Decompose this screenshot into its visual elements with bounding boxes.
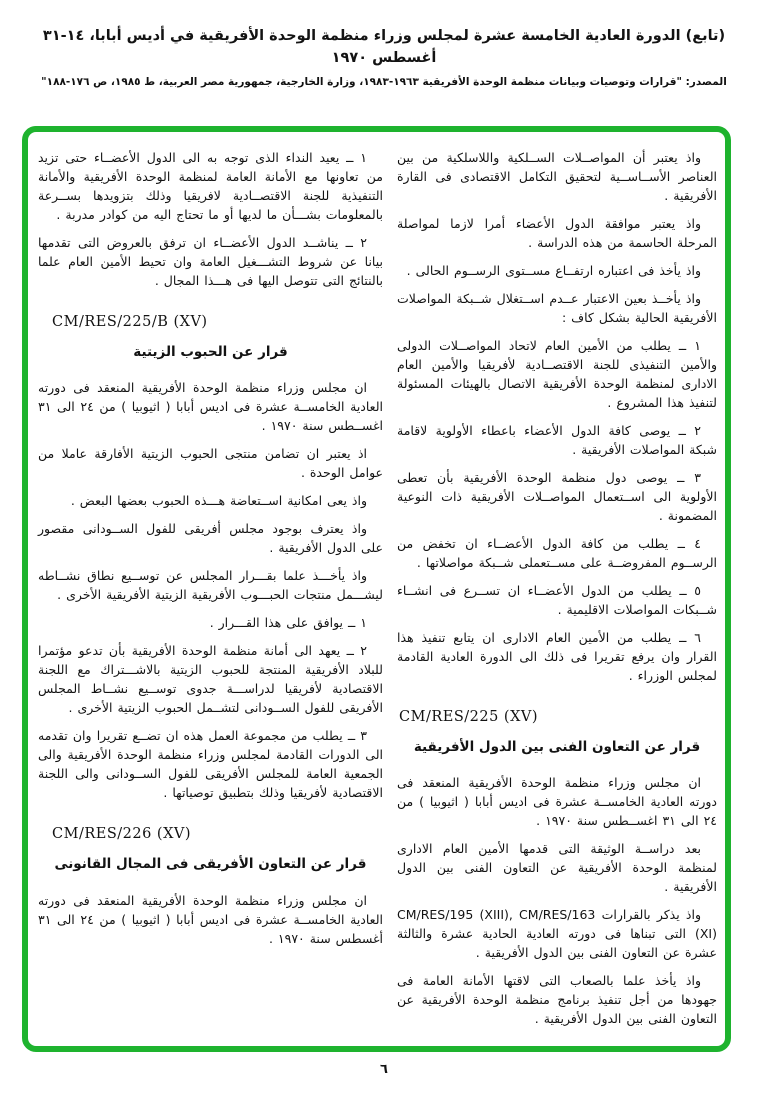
paragraph: ١ ــ يطلب من الأمين العام لاتحاد المواصــلات الدولى والأمين التنفيذى للجنة الاقتصــادية لأفريقيا والأمين العام الادارى لمنظمة الوحدة الأفريقية الاتصال بالهيئات المسئولة لتنفيذ هذا المشروع . — [397, 338, 717, 410]
source-citation: المصدر: "قرارات وتوصيات وبيانات منظمة الوحدة الأفريقية ١٩٦٣-١٩٨٣، وزارة الخارجية، جمهورية مصر العربية، ط ١٩٨٥، ص ١٧٦-١٨٨" — [41, 75, 727, 88]
paragraph: واذ يعى امكانية اســتعاضة هـــذه الحبوب بعضها البعض . — [70, 493, 367, 509]
document-frame — [22, 126, 731, 1052]
paragraph: ١ ــ يوافق على هذا القـــرار . — [209, 615, 367, 631]
paragraph: واذ يعتبر موافقة الدول الأعضاء أمرا لازما لمواصلة المرحلة الحاسمة من هذه الدراسة . — [397, 216, 717, 250]
paragraph: ان مجلس وزراء منظمة الوحدة الأفريقية المنعقد فى دورته العادية الخامســة عشرة فى اديس أبابا ( اثيوبيا ) من ٢٤ الى ٣١ اغســطس سنة ١٩٧٠ . — [38, 380, 383, 434]
paragraph: ٢ ــ يوصى كافة الدول الأعضاء باعطاء الأولوية لاقامة شبكة المواصلات الأفريقية . — [397, 423, 717, 457]
session-title: (تابع) الدورة العادية الخامسة عشرة لمجلس وزراء منظمة الوحدة الأفريقية في أديس أبابا، ١٤-٣١ أغسطس ١٩٧٠ — [42, 28, 726, 66]
paragraph: ٢ ــ يناشــد الدول الأعضــاء ان ترفق بالعروض التى تقدمها بيانا عن شروط التشـــغيل العامة وان تحيط الأمين العام علما بالنتائج التى تتوصل اليها فى هـــذا المجال . — [38, 235, 383, 288]
paragraph: ان مجلس وزراء منظمة الوحدة الأفريقية المنعقد فى دورته العادية الخامســة عشرة فى اديس أبابا ( اثيوبيا ) من ٢٤ الى ٣١ اغســطس سنة ١٩٧٠ . — [397, 775, 717, 829]
paragraph: واذ يأخـــذ علما بقـــرار المجلس عن توســيع نطاق نشــاطه ليشـــمل منتجات الحبـــوب الأفريقية الزيتية الأفريقية الأخرى . — [38, 568, 383, 603]
paragraph: ٢ ــ يعهد الى أمانة منظمة الوحدة الأفريقية بأن تدعو مؤتمرا للبلاد الأفريقية المنتجة للحبوب الزيتية بالاشـــتراك مع اللجنة الاقتصادية لأفريقيا لدراســـة جدوى توســيع نشــاط المجلس الأفريقى للفول الســودانى لتشــمل الحبوب الزيتية الأخرى . — [38, 643, 383, 716]
paragraph: ان مجلس وزراء منظمة الوحدة الأفريقية المنعقد فى دورته العادية الخامســة عشرة فى اديس أبابا ( اثيوبيا ) من ٢٤ الى ٣١ أغسطس سنة ١٩٧٠ . — [38, 892, 383, 946]
paragraph: ٣ ــ يوصى دول منظمة الوحدة الأفريقية بأن تعطى الأولوية الى اســتعمال المواصــلات الأفريقية ذات النوعية المضمونة . — [397, 470, 717, 523]
paragraph: ١ ــ يعيد النداء الذى توجه به الى الدول الأعضــاء حتى تزيد من تعاونها مع الأمانة العامة لمنظمة الوحدة الأفريقية والأمانة التنفيذية للجنة الاقتصــادية لافريقيا وذلك بتزويدها بســرعة بالمعلومات بشـــأن ما لديها أو ما تحتاج اليه من كوادر مدربة . — [38, 150, 383, 222]
paragraph: واذ يأخذ علما بالصعاب التى لاقتها الأمانة العامة فى جهودها من أجل تنفيذ برنامج منظمة الوحدة الأفريقية عن التعاون الفنى بين الدول الأفريقية . — [397, 973, 717, 1027]
resolution-title: قرار عن الحبوب الزيتية — [133, 344, 288, 360]
paragraph: ٦ ــ يطلب من الأمين العام الادارى ان يتابع تنفيذ هذا القرار وان يرفع تقريرا فى ذلك الى الدورة العادية القادمة لمجلس الوزراء . — [397, 630, 717, 683]
resolution-code: CM/RES/225/B (XV) — [52, 314, 208, 330]
paragraph: واذ يأخــذ بعين الاعتبار عــدم اســتغلال شــبكة المواصلات الأفريقية الحالية بشكل كاف : — [397, 291, 717, 325]
resolution-title: قرار عن التعاون الأفريقى فى المجال القانونى — [54, 856, 367, 873]
paragraph: ٤ ــ يطلب من كافة الدول الأعضــاء ان تخفض من الرســوم المفروضــة على مســتعملى شــبكة مواصلاتها . — [397, 536, 717, 570]
page-header — [0, 26, 768, 88]
page-number: ٦ — [380, 1062, 388, 1077]
paragraph: واذ يعتبر أن المواصــلات الســلكية واللاسلكية من بين العناصر الأســاســية لتحقيق التكامل الاقتصادى فى القارة الأفريقية . — [397, 150, 717, 203]
paragraph: ٥ ــ يطلب من الدول الأعضــاء ان تســرع فى انشــاء شــبكات المواصلات الاقليمية . — [397, 583, 717, 617]
resolution-code: CM/RES/225 (XV) — [399, 709, 539, 725]
scanned-document-page — [0, 26, 768, 1111]
paragraph: واذ يذكر بالقرارات CM/RES/195 (XIII), CM/RES/163 (XI) التى تبناها فى دورته العادية الحادية عشرة والثالثة عشرة عن التعاون الفنى بين الدول الأفريقية . — [397, 907, 717, 961]
column-right — [397, 148, 717, 1028]
paragraph: ٣ ــ يطلب من مجموعة العمل هذه ان تضــع تقريرا وان تقدمه الى الدورات القادمة لمجلس وزراء منظمة الوحدة الأفريقية والى الجمعية العامة للمجلس الأفريقى للفول الســودانى والى اللجنة الاقتصادية لأفريقيا وذلك بتطبيق توصياتها . — [38, 728, 383, 801]
paragraph: اذ يعتبر ان تضامن منتجى الحبوب الزيتية الأفارقة عاملا من عوامل الوحدة . — [38, 446, 383, 481]
paragraph: واذ يأخذ فى اعتباره ارتفــاع مســتوى الرســوم الحالى . — [406, 263, 701, 278]
paragraph: بعد دراســة الوثيقة التى قدمها الأمين العام الادارى لمنظمة الوحدة الأفريقية عن التعاون الفنى بين الدول الأفريقية . — [397, 841, 717, 895]
resolution-code: CM/RES/226 (XV) — [52, 826, 192, 843]
column-left — [38, 148, 383, 1028]
paragraph: واذ يعترف بوجود مجلس أفريقى للفول الســودانى مقصور على الدول الأفريقية . — [38, 521, 383, 556]
resolution-title: قرار عن التعاون الفنى بين الدول الأفريقية — [413, 739, 701, 755]
